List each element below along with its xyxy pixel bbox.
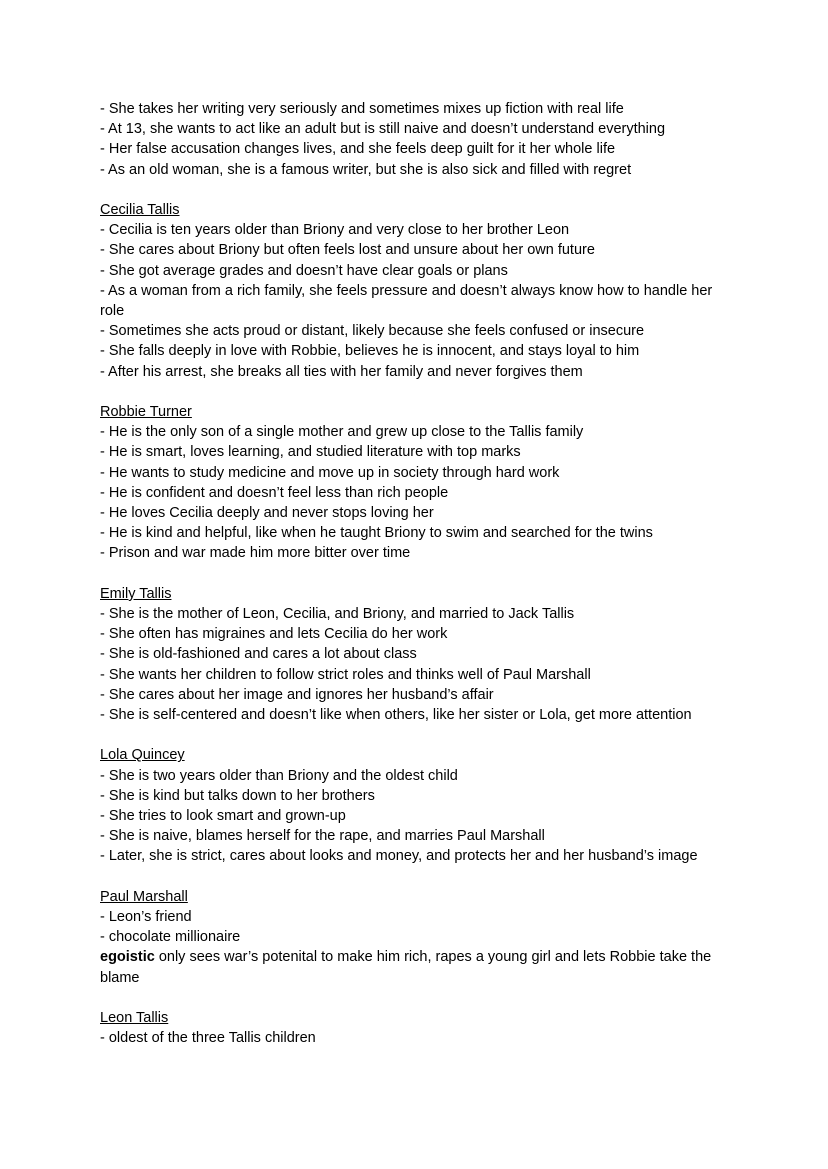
note-line: - She is two years older than Briony and the oldest child bbox=[100, 767, 458, 784]
note-line: - She is naive, blames herself for the rape, and marries Paul Marshall bbox=[100, 828, 545, 845]
section-heading: Leon Tallis bbox=[100, 1010, 169, 1027]
bold-term: egoistic bbox=[100, 949, 155, 966]
note-line: - He is the only son of a single mother and grew up close to the Tallis family bbox=[100, 424, 584, 441]
section-emily-tallis bbox=[100, 584, 730, 725]
note-line: - oldest of the three Tallis children bbox=[100, 1030, 316, 1047]
section-heading: Cecilia Tallis bbox=[100, 202, 180, 218]
section-leon-tallis bbox=[100, 1008, 730, 1048]
note-line: - He is confident and doesn’t feel less than rich people bbox=[100, 484, 449, 501]
section-robbie-turner bbox=[100, 402, 730, 564]
document-page bbox=[100, 99, 730, 1048]
note-line: - Later, she is strict, cares about looks and money, and protects her and her husband’s image bbox=[100, 848, 698, 865]
briony-notes bbox=[100, 99, 730, 180]
note-line: - She got average grades and doesn’t have clear goals or plans bbox=[100, 262, 508, 279]
note-line: - Prison and war made him more bitter over time bbox=[100, 545, 411, 562]
note-line: - Her false accusation changes lives, and she feels deep guilt for it her whole life bbox=[100, 141, 616, 158]
note-line: - As an old woman, she is a famous writer, but she is also sick and filled with regret bbox=[100, 161, 632, 178]
note-line: - At 13, she wants to act like an adult but is still naive and doesn’t understand everything bbox=[100, 121, 666, 138]
note-line: - He is kind and helpful, like when he taught Briony to swim and searched for the twins bbox=[100, 525, 653, 542]
note-line: - Sometimes she acts proud or distant, likely because she feels confused or insecure bbox=[100, 323, 645, 340]
note-line: - She is self-centered and doesn’t like when others, like her sister or Lola, get more attention bbox=[100, 707, 692, 724]
note-line: - She takes her writing very seriously and sometimes mixes up fiction with real life bbox=[100, 101, 624, 117]
section-paul-marshall bbox=[100, 887, 730, 988]
section-heading: Paul Marshall bbox=[100, 888, 188, 905]
section-lola-quincey bbox=[100, 745, 730, 866]
note-line: - She is kind but talks down to her brothers bbox=[100, 787, 375, 804]
note-line: - She wants her children to follow strict roles and thinks well of Paul Marshall bbox=[100, 666, 591, 683]
note-line: - She cares about her image and ignores her husband’s affair bbox=[100, 686, 494, 703]
note-line: - She is the mother of Leon, Cecilia, and Briony, and married to Jack Tallis bbox=[100, 606, 575, 623]
note-line: - She often has migraines and lets Cecilia do her work bbox=[100, 626, 448, 643]
note-line: - After his arrest, she breaks all ties with her family and never forgives them bbox=[100, 363, 583, 380]
section-heading: Lola Quincey bbox=[100, 747, 185, 764]
note-line: - She cares about Briony but often feels lost and unsure about her own future bbox=[100, 242, 595, 259]
note-line: - She falls deeply in love with Robbie, believes he is innocent, and stays loyal to him bbox=[100, 343, 640, 360]
note-line: - chocolate millionaire bbox=[100, 929, 241, 946]
section-heading: Emily Tallis bbox=[100, 585, 172, 602]
note-line: - He loves Cecilia deeply and never stops loving her bbox=[100, 505, 434, 522]
note-line-rest: only sees war’s potenital to make him rich, rapes a young girl and lets Robbie take the blame bbox=[100, 949, 712, 986]
section-cecilia-tallis bbox=[100, 200, 730, 382]
note-line: - He wants to study medicine and move up in society through hard work bbox=[100, 464, 560, 481]
note-line: - As a woman from a rich family, she feels pressure and doesn’t always know how to handle her role bbox=[100, 282, 713, 320]
note-line-bold-lead bbox=[100, 947, 730, 987]
note-line: - She tries to look smart and grown-up bbox=[100, 808, 346, 825]
note-line: - He is smart, loves learning, and studied literature with top marks bbox=[100, 444, 521, 461]
note-line: - Cecilia is ten years older than Briony and very close to her brother Leon bbox=[100, 222, 570, 239]
note-line: - She is old-fashioned and cares a lot about class bbox=[100, 646, 417, 663]
section-heading: Robbie Turner bbox=[100, 404, 192, 421]
note-line: - Leon’s friend bbox=[100, 909, 192, 926]
